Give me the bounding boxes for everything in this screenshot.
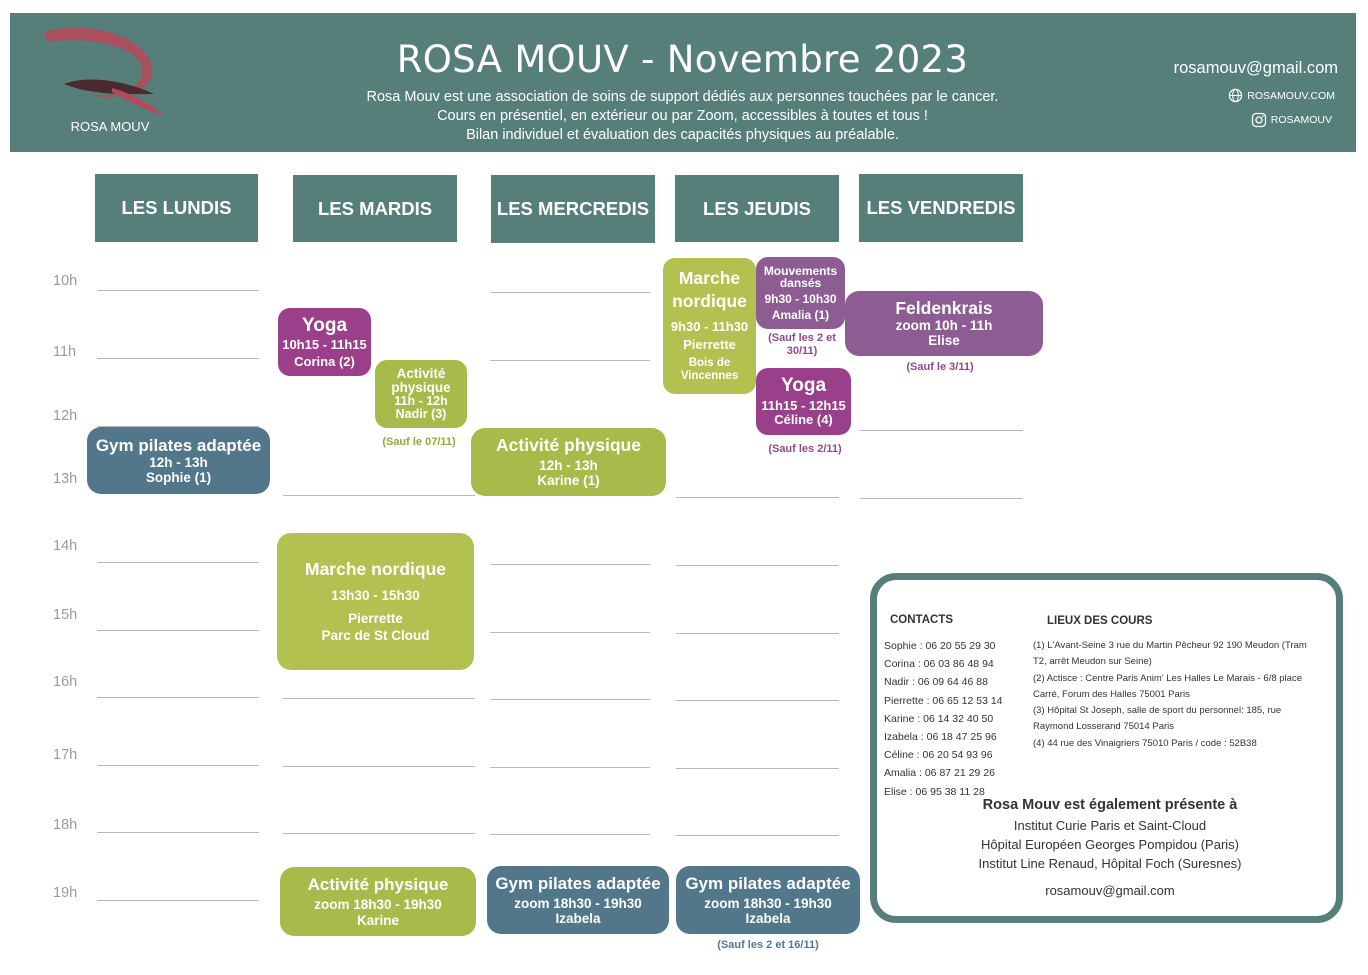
time-label-18h: 18h (53, 817, 78, 833)
event-title: Feldenkrais (895, 297, 993, 318)
lieu-line: Carré, Forum des Halles 75001 Paris (1033, 688, 1190, 700)
subtitle-line-3: Bilan individuel et évaluation des capacités physiques au préalable. (466, 127, 899, 143)
grid-line (676, 768, 839, 769)
grid-line (97, 562, 259, 563)
event-coach: Karine (1) (537, 472, 600, 488)
presence-line: Institut Curie Paris et Saint-Cloud (1013, 818, 1207, 833)
grid-line (676, 565, 839, 566)
grid-line (490, 564, 650, 565)
event-coach: Amalia (1) (771, 307, 830, 322)
grid-line (97, 630, 259, 631)
grid-line (490, 834, 650, 835)
rosa-mouv-ribbon-logo (34, 22, 174, 122)
grid-line (490, 699, 650, 700)
event-place-line1: Bois de (688, 356, 731, 369)
grid-line (283, 698, 475, 699)
grid-line (283, 833, 475, 834)
event-title: Gym pilates adaptée (495, 873, 661, 893)
event-title: Gym pilates adaptée (95, 435, 262, 455)
event-time: 10h15 - 11h15 (282, 337, 367, 353)
time-label-15h: 15h (53, 607, 78, 623)
event-coach: Elise (928, 333, 960, 349)
event-time: zoom 18h30 - 19h30 (314, 897, 442, 913)
event-time: 12h - 13h (539, 457, 598, 473)
time-label-11h: 11h (53, 344, 77, 360)
event-coach: Karine (356, 912, 400, 928)
logo-text: ROSA MOUV (70, 119, 150, 134)
event-note-line1: (Sauf les 2 et (768, 332, 836, 344)
event-time: zoom 18h30 - 19h30 (514, 895, 642, 911)
event-title: Yoga (780, 375, 827, 397)
event-thursday-mouvements-danses[interactable] (756, 257, 845, 329)
event-thursday-marche-nordique[interactable] (663, 258, 756, 394)
website-text: ROSAMOUV.COM (1247, 89, 1335, 102)
grid-line (97, 358, 259, 359)
subtitle-line-2: Cours en présentiel, en extérieur ou par Zoom, accessibles à toutes et tous ! (437, 108, 928, 124)
presence-line: Institut Line Renaud, Hôpital Foch (Suresnes) (978, 856, 1242, 871)
grid-line (283, 495, 475, 496)
event-time: 9h30 - 11h30 (670, 318, 749, 334)
contact-item: Elise : 06 95 38 11 28 (884, 785, 985, 798)
event-title-line1: Mouvements (763, 263, 838, 278)
time-label-10h: 10h (53, 273, 78, 289)
lieu-line: T2, arrêt Meudon sur Seine) (1033, 656, 1152, 668)
presence-heading: Rosa Mouv est également présente à (982, 797, 1238, 813)
grid-line (676, 633, 839, 634)
contact-item: Sophie : 06 20 55 29 30 (884, 640, 996, 652)
lieu-line: Raymond Losserand 75014 Paris (1033, 721, 1175, 733)
event-coach: Corina (2) (294, 353, 355, 369)
event-tuesday-activite-physique[interactable] (375, 360, 467, 428)
grid-line (97, 697, 259, 698)
grid-line (97, 832, 259, 833)
event-note: (Sauf les 2/11) (768, 443, 842, 455)
instagram-link[interactable] (1117, 112, 1332, 128)
grid-line (490, 632, 650, 633)
event-tuesday-yoga[interactable] (278, 308, 371, 376)
event-monday-gym-pilates[interactable] (87, 427, 270, 494)
header-email-link[interactable]: rosamouv@gmail.com (1173, 59, 1338, 77)
event-time: 13h30 - 15h30 (331, 587, 420, 603)
grid-line (860, 430, 1023, 431)
event-time: 11h - 12h (394, 394, 448, 409)
event-coach: Pierrette (683, 337, 736, 353)
globe-icon (1228, 88, 1243, 103)
grid-line (676, 497, 839, 498)
event-title-line2: nordique (672, 291, 747, 312)
contact-item: Amalia : 06 87 21 29 26 (884, 767, 995, 780)
event-time: zoom 18h30 - 19h30 (704, 895, 832, 911)
grid-line (676, 700, 839, 701)
event-time: 11h15 - 12h15 (761, 397, 846, 413)
lieu-line: (2) Actisce : Centre Paris Anim' Les Halles Le Marais - 6/8 place (1033, 672, 1302, 684)
grid-line (490, 767, 650, 768)
event-note: (Sauf le 3/11) (906, 361, 974, 373)
day-header-tuesday: LES MARDIS (293, 175, 457, 242)
event-title: Activité physique (307, 875, 449, 895)
event-coach: Izabela (555, 911, 601, 927)
event-wednesday-activite-physique[interactable] (471, 428, 666, 496)
event-title: Gym pilates adaptée (685, 873, 851, 893)
event-tuesday-activite-physique-soir[interactable] (280, 867, 476, 936)
page-title: ROSA MOUV - Novembre 2023 (396, 38, 969, 81)
contacts-list (884, 640, 1024, 804)
day-header-wednesday: LES MERCREDIS (491, 175, 655, 243)
contact-item: Corina : 06 03 86 48 94 (884, 658, 994, 671)
grid-line (676, 835, 839, 836)
grid-line (283, 766, 475, 767)
time-label-13h: 13h (53, 471, 78, 487)
event-time: 12h - 13h (149, 454, 208, 470)
lieu-line: (3) Hôpital St Joseph, salle de sport du personnel: 185, rue (1033, 705, 1282, 717)
grid-line (860, 498, 1023, 499)
event-title: Activité physique (496, 435, 641, 456)
contact-item: Nadir : 06 09 64 46 88 (884, 676, 988, 689)
instagram-icon (1251, 112, 1267, 128)
event-thursday-yoga[interactable] (756, 368, 851, 435)
event-place-line2: Vincennes (680, 369, 739, 382)
lieu-line: (4) 44 rue des Vinaigriers 75010 Paris / code : 52B38 (1033, 737, 1257, 749)
contacts-heading: CONTACTS (890, 614, 954, 626)
event-wednesday-gym-pilates[interactable] (487, 866, 669, 934)
day-header-friday: LES VENDREDIS (859, 174, 1023, 242)
event-coach: Pierrette (348, 610, 403, 626)
time-label-12h: 12h (53, 408, 78, 424)
grid-line (490, 292, 650, 293)
event-note: (Sauf le 07/11) (382, 436, 456, 448)
lieu-line: (1) L'Avant-Seine 3 rue du Martin Pêcheur 92 190 Meudon (Tram (1033, 640, 1307, 651)
subtitle-line-1: Rosa Mouv est une association de soins de support dédiés aux personnes touchées par le cancer. (366, 89, 999, 105)
time-label-14h: 14h (53, 538, 78, 554)
event-thursday-gym-pilates[interactable] (676, 866, 860, 934)
day-header-monday: LES LUNDIS (95, 174, 258, 242)
event-time: 9h30 - 10h30 (764, 292, 837, 306)
event-note: (Sauf les 2 et 16/11) (717, 939, 819, 951)
event-title-line1: Activité (396, 365, 446, 381)
event-note (757, 332, 847, 357)
event-title-line1: Marche (678, 268, 741, 289)
instagram-text: ROSAMOUV (1270, 114, 1332, 126)
event-time: zoom 10h - 11h (895, 318, 993, 334)
grid-line (97, 765, 259, 766)
event-coach: Céline (4) (774, 412, 833, 428)
grid-line (97, 290, 259, 291)
event-title-line2: dansés (779, 276, 822, 291)
contact-item: Izabela : 06 18 47 25 96 (884, 730, 997, 743)
time-label-17h: 17h (53, 747, 78, 763)
event-coach: Izabela (745, 911, 791, 927)
event-friday-feldenkrais[interactable] (845, 291, 1043, 356)
lieux-list (1033, 640, 1329, 754)
day-header-thursday: LES JEUDIS (675, 175, 839, 242)
grid-line (490, 360, 650, 361)
event-coach: Nadir (3) (395, 407, 447, 422)
time-label-16h: 16h (53, 674, 78, 690)
event-coach: Sophie (1) (145, 470, 212, 486)
presence-line: Hôpital Européen Georges Pompidou (Paris) (981, 837, 1239, 852)
event-title: Yoga (301, 314, 348, 336)
event-title: Marche nordique (305, 559, 446, 580)
contact-item: Karine : 06 14 32 40 50 (884, 712, 994, 725)
time-label-19h: 19h (53, 885, 78, 901)
grid-line (97, 900, 259, 901)
contact-item: Pierrette : 06 65 12 53 14 (884, 694, 1003, 707)
website-link[interactable] (1120, 88, 1335, 103)
event-title-line2: physique (391, 379, 451, 395)
event-place: Parc de St Cloud (321, 627, 430, 643)
lieux-heading: LIEUX DES COURS (1047, 615, 1153, 627)
contact-item: Céline : 06 20 54 93 96 (884, 749, 993, 762)
event-note-line2: 30/11) (786, 344, 818, 357)
presence-email-link[interactable]: rosamouv@gmail.com (1045, 883, 1175, 898)
event-tuesday-marche-nordique[interactable] (277, 533, 474, 670)
